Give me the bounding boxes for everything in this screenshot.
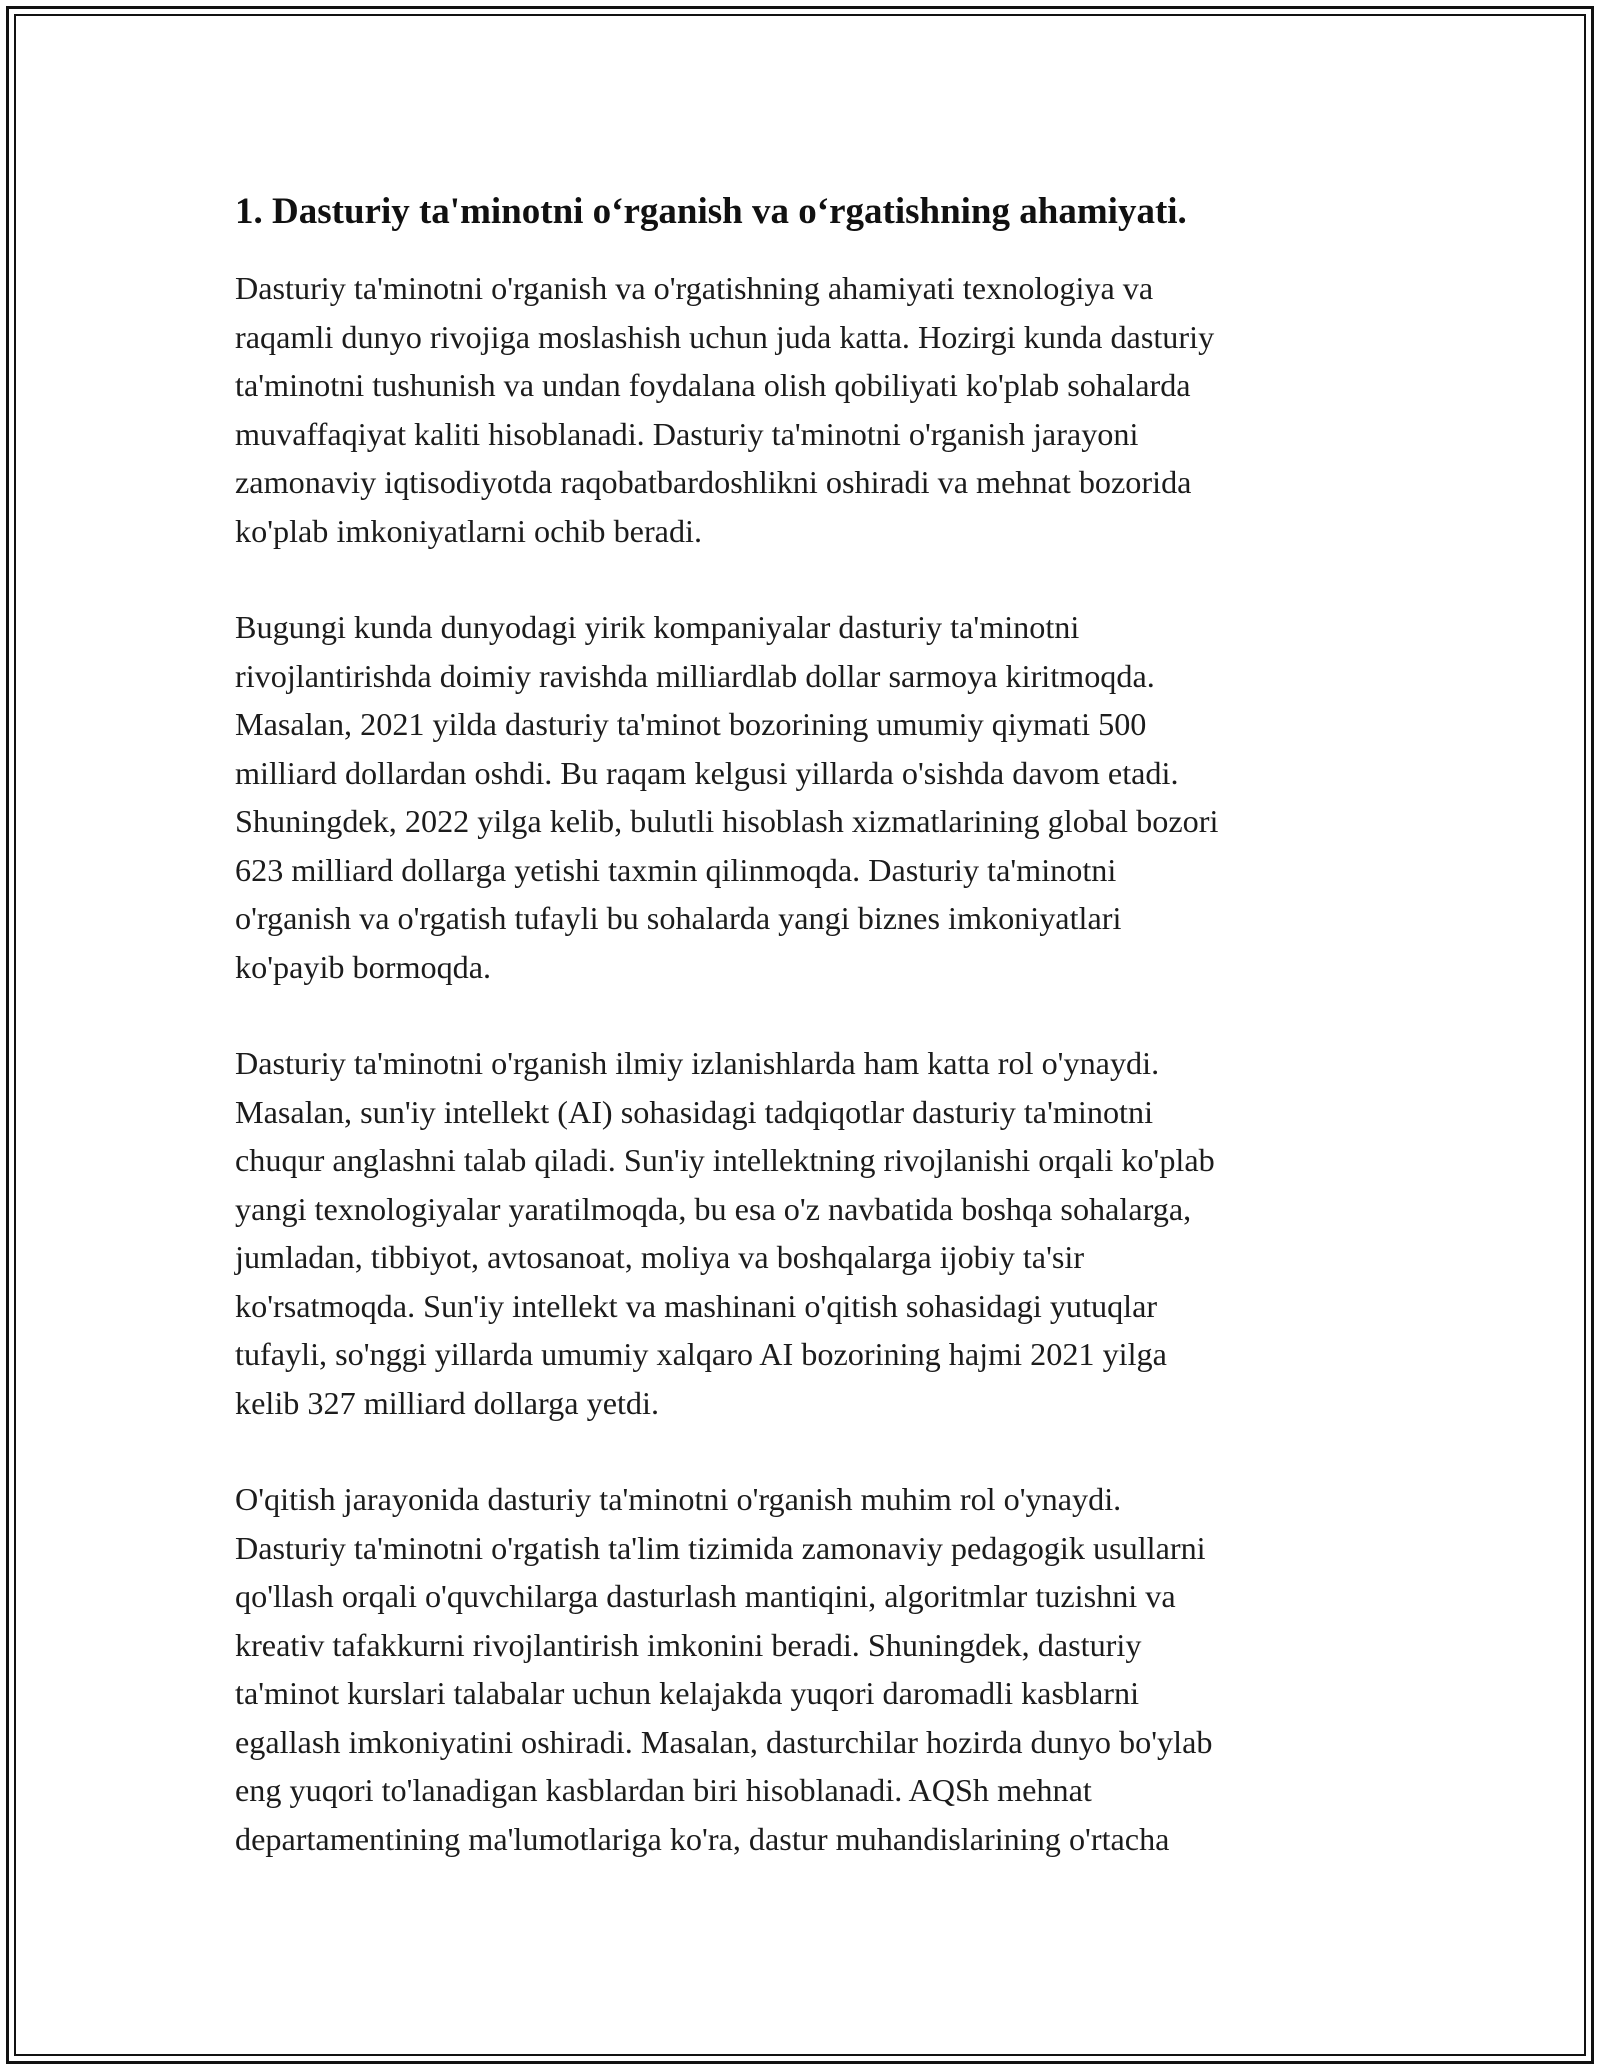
paragraph-line: eng yuqori to'lanadigan kasblardan biri hisoblanadi. AQSh mehnat	[235, 1772, 1092, 1808]
paragraph-line: o'rganish va o'rgatish tufayli bu sohalarda yangi biznes imkoniyatlari	[235, 900, 1122, 936]
paragraph-line: raqamli dunyo rivojiga moslashish uchun juda katta. Hozirgi kunda dasturiy	[235, 318, 1215, 355]
paragraph-line: chuqur anglashni talab qiladi. Sun'iy intellektning rivojlanishi orqali ko'plab	[235, 1142, 1215, 1178]
paragraph-line: Dasturiy ta'minotni o'rgatish ta'lim tizimida zamonaviy pedagogik usullarni	[235, 1529, 1206, 1566]
paragraph-line: O'qitish jarayonida dasturiy ta'minotni o'rganish muhim rol o'ynaydi.	[235, 1481, 1122, 1517]
document-page	[235, 190, 1370, 1911]
paragraph-1	[235, 264, 1370, 555]
paragraph-line: 623 milliard dollarga yetishi taxmin qilinmoqda. Dasturiy ta'minotni	[235, 851, 1117, 888]
paragraph-line: ko'rsatmoqda. Sun'iy intellekt va mashinani o'qitish sohasidagi yutuqlar	[235, 1287, 1158, 1324]
paragraph-line: Dasturiy ta'minotni o'rganish ilmiy izlanishlarda ham katta rol o'ynaydi.	[235, 1045, 1160, 1081]
paragraph-line: Shuningdek, 2022 yilga kelib, bulutli hisoblash xizmatlarining global bozori	[235, 803, 1219, 839]
paragraph-line: yangi texnologiyalar yaratilmoqda, bu esa o'z navbatida boshqa sohalarga,	[235, 1190, 1192, 1227]
paragraph-line: Dasturiy ta'minotni o'rganish va o'rgatishning ahamiyati texnologiya va	[235, 270, 1154, 306]
section-heading: 1. Dasturiy ta'minotni o‘rganish va o‘rgatishning ahamiyati.	[235, 191, 1187, 232]
paragraph-line: qo'llash orqali o'quvchilarga dasturlash mantiqini, algoritmlar tuzishni va	[235, 1578, 1176, 1614]
paragraph-line: zamonaviy iqtisodiyotda raqobatbardoshlikni oshiradi va mehnat bozorida	[235, 464, 1192, 500]
paragraph-line: Masalan, sun'iy intellekt (AI) sohasidagi tadqiqotlar dasturiy ta'minotni	[235, 1093, 1154, 1130]
paragraph-4	[235, 1475, 1370, 1863]
paragraph-line: jumladan, tibbiyot, avtosanoat, moliya va boshqalarga ijobiy ta'sir	[235, 1239, 1085, 1275]
paragraph-line: departamentining ma'lumotlariga ko'ra, dastur muhandislarining o'rtacha	[235, 1820, 1170, 1857]
paragraph-line: ko'plab imkoniyatlarni ochib beradi.	[235, 512, 703, 549]
paragraph-line: Masalan, 2021 yilda dasturiy ta'minot bozorining umumiy qiymati 500	[235, 706, 1147, 742]
paragraph-line: ta'minot kurslari talabalar uchun kelajakda yuqori daromadli kasblarni	[235, 1675, 1140, 1711]
paragraph-line: egallash imkoniyatini oshiradi. Masalan, dasturchilar hozirda dunyo bo'ylab	[235, 1723, 1213, 1760]
paragraph-line: muvaffaqiyat kaliti hisoblanadi. Dasturiy ta'minotni o'rganish jarayoni	[235, 415, 1139, 452]
paragraph-line: ta'minotni tushunish va undan foydalana olish qobiliyati ko'plab sohalarda	[235, 367, 1191, 403]
paragraph-line: Bugungi kunda dunyodagi yirik kompaniyalar dasturiy ta'minotni	[235, 609, 1080, 645]
paragraph-line: milliard dollardan oshdi. Bu raqam kelgusi yillarda o'sishda davom etadi.	[235, 754, 1179, 791]
paragraph-3	[235, 1039, 1370, 1427]
paragraph-line: kreativ tafakkurni rivojlantirish imkonini beradi. Shuningdek, dasturiy	[235, 1626, 1142, 1663]
paragraph-line: tufayli, so'nggi yillarda umumiy xalqaro AI bozorining hajmi 2021 yilga	[235, 1336, 1167, 1372]
paragraph-line: kelib 327 milliard dollarga yetdi.	[235, 1384, 660, 1421]
paragraph-line: ko'payib bormoqda.	[235, 948, 492, 985]
paragraph-line: rivojlantirishda doimiy ravishda milliardlab dollar sarmoya kiritmoqda.	[235, 657, 1155, 694]
paragraph-2	[235, 603, 1370, 991]
